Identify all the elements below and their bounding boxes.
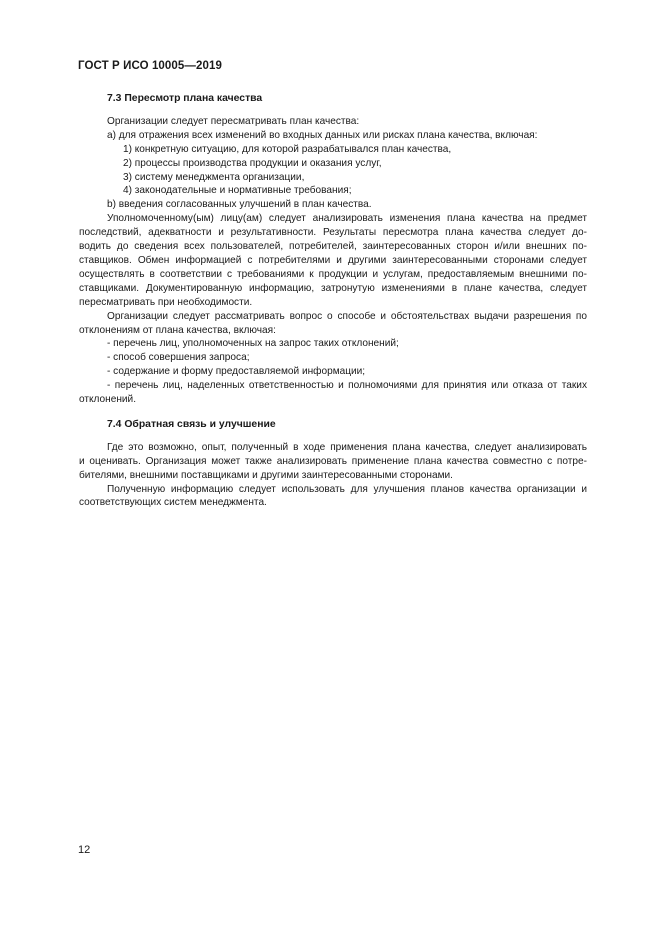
document-body [79, 92, 587, 510]
text-line: ставщиками. Документированную информацию, затронутую изменениями в плане качества, следует [79, 282, 587, 294]
text-line: осуществлять в соответствии с требованиями к продукции и услугам, предоставляемым внешними по- [79, 268, 587, 280]
text-line: ставщиков. Обмен информацией с потребителями и другими заинтересованными сторонами следует [79, 254, 587, 266]
text-line: отклонений. [79, 394, 137, 406]
text-line: Полученную информацию следует использовать для улучшения планов качества организации и [107, 483, 587, 495]
text-line: водить до сведения всех пользователей, потребителей, заинтересованных сторон и/или внешних по- [79, 241, 587, 253]
deviation-paragraph [79, 310, 587, 338]
text-line: соответствующих систем менеджмента. [79, 497, 267, 509]
sub-list-item: 4) законодательные и нормативные требования; [123, 185, 352, 197]
list-item-b: b) введения согласованных улучшений в план качества. [107, 199, 372, 211]
text-line: пересматривать при необходимости. [79, 296, 253, 308]
document-header: ГОСТ Р ИСО 10005—2019 [78, 60, 223, 72]
dash-list-item: - содержание и форму предоставляемой информации; [107, 366, 366, 378]
sub-list-item: 1) конкретную ситуацию, для которой разрабатывался план качества, [123, 143, 452, 155]
text-line: бителями, внешними поставщиками и другими заинтересованными сторонами. [79, 469, 453, 481]
section-7-3-heading: 7.3 Пересмотр плана качества [107, 93, 263, 104]
text-line: последствий, адекватности и результативности. Результаты пересмотра плана качества следует до- [79, 227, 587, 239]
text-line: Уполномоченному(ым) лицу(ам) следует анализировать изменения плана качества на предмет [107, 213, 587, 225]
section-7-3-intro: Организации следует пересматривать план качества: [107, 115, 360, 127]
text-line: Где это возможно, опыт, полученный в ходе применения плана качества, следует анализировать [107, 441, 587, 453]
dash-list-item: - способ совершения запроса; [107, 352, 250, 364]
dash-list-item: - перечень лиц, уполномоченных на запрос таких отклонений; [107, 338, 399, 350]
sub-list-item: 2) процессы производства продукции и оказания услуг, [123, 157, 382, 169]
text-line: отклонениям от плана качества, включая: [79, 324, 276, 336]
dash-list-item: - перечень лиц, наделенных ответственностью и полномочиями для принятия или отказа от таких [107, 380, 587, 392]
review-paragraph [79, 212, 587, 309]
text-line: Организации следует рассматривать вопрос о способе и обстоятельствах выдачи разрешения по [107, 310, 587, 322]
sub-list-item: 3) систему менеджмента организации, [123, 171, 305, 183]
text-line: и оценивать. Организация может также анализировать применение плана качества совместно с потре- [79, 455, 587, 467]
page-number: 12 [78, 844, 91, 856]
feedback-paragraph [79, 441, 587, 483]
improvement-paragraph [79, 483, 587, 511]
list-item-a: a) для отражения всех изменений во входных данных или рисках плана качества, включая: [107, 129, 538, 141]
section-7-4-heading: 7.4 Обратная связь и улучшение [107, 418, 276, 430]
